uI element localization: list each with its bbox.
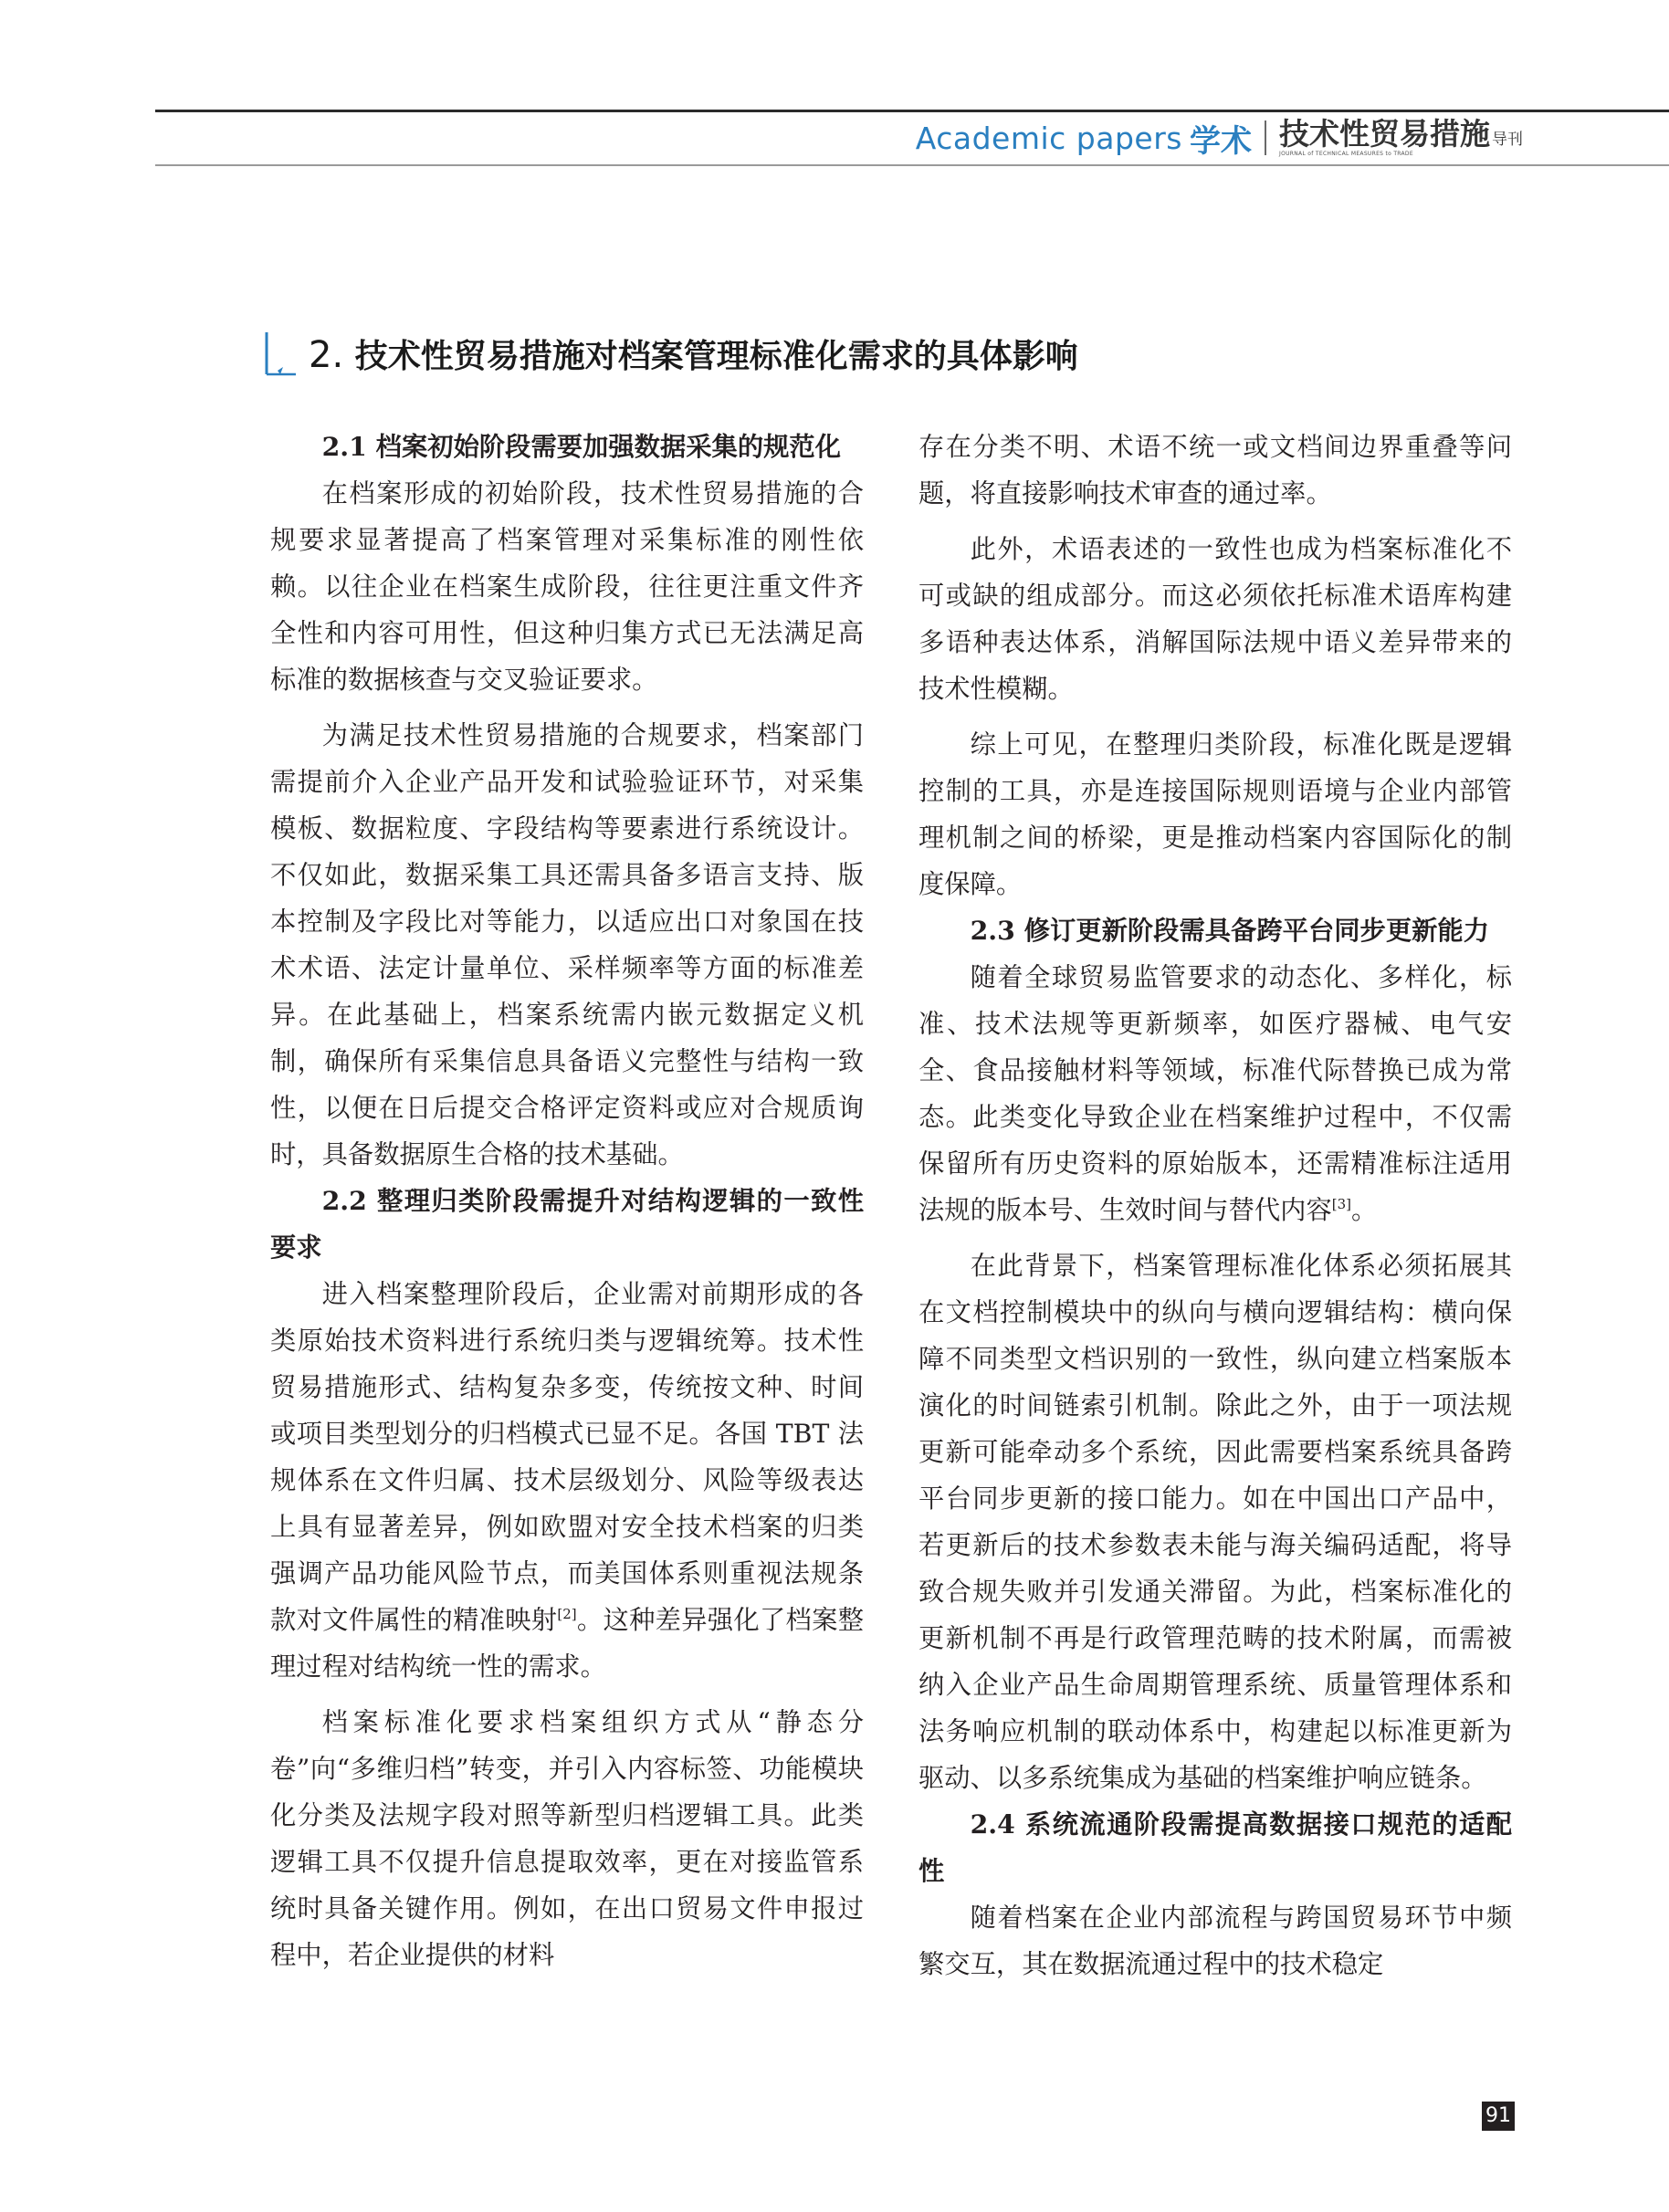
journal-name-sub: 导刊 — [1492, 131, 1523, 149]
subheading-2-1: 2.1 档案初始阶段需要加强数据采集的规范化 — [321, 431, 842, 462]
paragraph: 随着全球贸易监管要求的动态化、多样化，标准、技术法规等更新频率，如医疗器械、电气安全、食品接触材料等领域，标准代际替换已成为常态。此类变化导致企业在档案维护过程中，不仅需保留所有历史资料的原始版本，还需精准标注适用法规的版本号、生效时间与替代内容[3]。 — [918, 962, 1512, 1225]
paragraph: 进入档案整理阶段后，企业需对前期形成的各类原始技术资料进行系统归类与逻辑统筹。技术性贸易措施形式、结构复杂多变，传统按文种、时间或项目类型划分的归档模式已显不足。各国 TBT 法规体系在文件归属、技术层级划分、风险等级表达上具有显著差异，例如欧盟对安全技术档案的归类强调产品功能风险节点，而美国体系则重视法规条款对文件属性的精准映射[2]。这种差异强化了档案整理过程对结构统一性的需求。 — [270, 1279, 864, 1682]
section-number: 2. — [309, 334, 344, 376]
page-number: 91 — [1482, 2102, 1515, 2131]
subheading-2-2: 2.2 整理归类阶段需提升对结构逻辑的一致性要求 — [270, 1185, 864, 1263]
paragraph-continued: 存在分类不明、术语不统一或文档间边界重叠等问题，将直接影响技术审查的通过率。 — [918, 432, 1512, 508]
subheading-2-3: 2.3 修订更新阶段需具备跨平台同步更新能力 — [970, 915, 1490, 946]
paragraph: 在此背景下，档案管理标准化体系必须拓展其在文档控制模块中的纵向与横向逻辑结构：横向保障不同类型文档识别的一致性，纵向建立档案版本演化的时间链索引机制。除此之外，由于一项法规更新可能牵动多个系统，因此需要档案系统具备跨平台同步更新的接口能力。如在中国出口产品中，若更新后的技术参数表未能与海关编码适配，将导致合规失败并引发通关滞留。为此，档案标准化的更新机制不再是行政管理范畴的技术附属，而需被纳入企业产品生命周期管理系统、质量管理体系和法务响应机制的联动体系中，构建起以标准更新为驱动、以多系统集成为基础的档案维护响应链条。 — [918, 1251, 1512, 1793]
section-bracket-icon — [265, 332, 301, 391]
left-column — [270, 424, 864, 1978]
section-heading — [309, 330, 1078, 377]
paragraph: 综上可见，在整理归类阶段，标准化既是逻辑控制的工具，亦是连接国际规则语境与企业内部管理机制之间的桥梁，更是推动档案内容国际化的制度保障。 — [918, 729, 1512, 899]
journal-name-en: JOURNAL of TECHNICAL MEASURES to TRADE — [1279, 151, 1413, 157]
paragraph: 随着档案在企业内部流程与跨国贸易环节中频繁交互，其在数据流通过程中的技术稳定 — [918, 1903, 1512, 1979]
header-english-label: Academic papers — [915, 120, 1182, 156]
header-chinese-label: 学术 — [1190, 122, 1252, 160]
paragraph: 此外，术语表述的一致性也成为档案标准化不可或缺的组成部分。而这必须依托标准术语库构建多语种表达体系，消解国际法规中语义差异带来的技术性模糊。 — [918, 534, 1512, 704]
journal-name-cn: 技术性贸易措施 — [1279, 116, 1490, 152]
citation-ref: [2] — [557, 1606, 577, 1622]
header-separator — [1265, 121, 1266, 155]
subheading-2-4: 2.4 系统流通阶段需提高数据接口规范的适配性 — [918, 1808, 1512, 1886]
running-header — [915, 116, 1523, 160]
paragraph: 为满足技术性贸易措施的合规要求，档案部门需提前介入企业产品开发和试验验证环节，对采集模板、数据粒度、字段结构等要素进行系统设计。不仅如此，数据采集工具还需具备多语言支持、版本控制及字段比对等能力，以适应出口对象国在技术术语、法定计量单位、采样频率等方面的标准差异。在此基础上，档案系统需内嵌元数据定义机制，确保所有采集信息具备语义完整性与结构一致性，以便在日后提交合格评定资料或应对合规质询时，具备数据原生合格的技术基础。 — [270, 720, 864, 1169]
paragraph: 在档案形成的初始阶段，技术性贸易措施的合规要求显著提高了档案管理对采集标准的刚性依赖。以往企业在档案生成阶段，往往更注重文件齐全性和内容可用性，但这种归集方式已无法满足高标准的数据核查与交叉验证要求。 — [270, 478, 864, 695]
section-title: 技术性贸易措施对档案管理标准化需求的具体影响 — [354, 338, 1078, 375]
header-bottom-rule — [155, 164, 1669, 166]
paragraph: 档案标准化要求档案组织方式从“静态分卷”向“多维归档”转变，并引入内容标签、功能模块化分类及法规字段对照等新型归档逻辑工具。此类逻辑工具不仅提升信息提取效率，更在对接监管系统时具备关键作用。例如，在出口贸易文件申报过程中，若企业提供的材料 — [270, 1707, 864, 1970]
journal-logo — [1279, 116, 1523, 157]
right-column — [918, 424, 1512, 1987]
header-top-rule — [155, 110, 1669, 112]
citation-ref: [3] — [1331, 1196, 1352, 1212]
